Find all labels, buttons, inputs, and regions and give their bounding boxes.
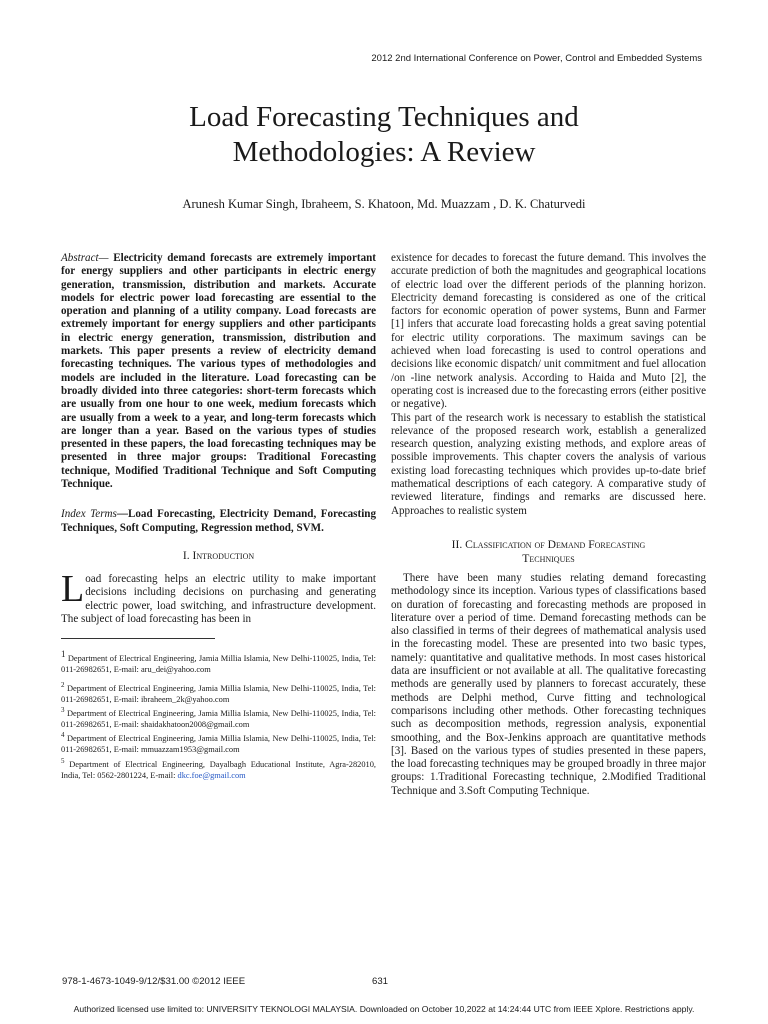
intro-paragraph [61,567,376,626]
footnote-rule [61,638,215,639]
footer-isbn: 978-1-4673-1049-9/12/$31.00 ©2012 IEEE [62,976,246,987]
abstract-label: Abstract— [61,252,109,264]
footnote-1 [61,649,376,675]
author-list: Arunesh Kumar Singh, Ibraheem, S. Khatoon, Md. Muazzam , D. K. Chaturvedi [182,197,586,211]
footnote-mark: 1 [61,649,66,660]
abstract-text: Electricity demand forecasts are extremely important for energy suppliers and other participants in electric energy generation, transmission, distribution and markets. Accurate models for electric power load forecasting are essential to the operation and planning of a utility company. Load forecasts are extremely important for energy suppliers and other participants in electric energy generation, transmission, distribution and markets. This paper presents a review of electricity demand forecasting techniques. The various types of methodologies and models are included in the literature. Load forecasting can be broadly divided into three categories: short-term forecasts which are usually from one hour to one week, medium forecasts which are usually from a week to a year, and long-term forecasts which are longer than a year. Based on the various types of studies presented in these papers, the load forecasting techniques may be presented in three major groups: Traditional Forecasting technique, Modified Traditional Technique and Soft Computing Technique. [61,252,376,491]
footnote-text: Department of Electrical Engineering, Jamia Millia Islamia, New Delhi-110025, India, Tel: 011-26982651, E-mail: shaidakhatoon2008@gmail.com [61,708,376,729]
footnote-mark: 4 [61,731,65,740]
index-terms [61,508,376,535]
left-column [61,252,376,781]
title-line-2: Methodologies: A Review [232,136,536,168]
right-column [391,252,706,798]
paper-title [0,100,768,170]
index-terms-text: —Load Forecasting, Electricity Demand, Forecasting Techniques, Soft Computing, Regression method, SVM. [61,508,376,534]
section-2-paragraph: There have been many studies relating demand forecasting methodology since its inception. Various types of classifications based on duration of forecasting and forecasting methods are proposed in literature over a period of time. Demand forecasting methods can be also classified in terms of their degrees of mathematical analysis used in the forecasting model. These are presented into two basic types, namely: quantitative and qualitative methods. In most cases historical data are insufficient or not available at all. The qualitative forecasting methods are generally used by planners to forecast accurately, these methods are Delphi method, Curve fitting and technological comparisons including other methods. Other forecasting techniques such as decomposition methods, regression analysis, exponential smoothing, and the Box-Jenkins approach are quantitative methods [3]. Based on the various types of studies presented in these papers, the load forecasting techniques may be grouped broadly in three major groups: 1.Traditional Forecasting technique, 2.Modified Traditional Technique and 3.Soft Computing Technique. [391,571,706,797]
intro-text: oad forecasting helps an electric utility to make important decisions including decisions on purchasing and generating electric power, load switching, and infrastructure development. The subject of load forecasting has been in [61,572,376,625]
footnote-5 [61,756,376,781]
intro-continued: existence for decades to forecast the future demand. This involves the accurate prediction of both the magnitudes and geographical locations of electric load over the different periods of the planning horizon. Electricity demand forecasting is considered as one of the critical factors for economic operation of power systems, Bunn and Farmer [1] infers that accurate load forecasting holds a great saving potential for electric utility corporations. The maximum savings can be achieved when load forecasting is used to control operations and decisions like economic dispatch/ unit commitment and fuel allocation /on -line network analysis. According to Haida and Muto [2], the operating cost is increased due to the forecasting errors (either positive or negative). [391,252,706,411]
footnote-mark: 3 [61,705,65,714]
footnote-text: Department of Electrical Engineering, Jamia Millia Islamia, New Delhi-110025, India, Tel: 011-26982651, E-mail: mmuazzam1953@gmail.com [61,734,376,755]
conference-header: 2012 2nd International Conference on Power, Control and Embedded Systems [371,53,702,64]
abstract [61,252,376,491]
section-2-heading-line-1: II. Classification of Demand Forecasting [451,537,646,551]
index-terms-label: Index Terms [61,508,117,521]
footnote-mark: 2 [61,680,65,689]
footnote-email-link[interactable]: dkc.foe@gmail.com [177,770,246,780]
intro-dropcap: L [61,567,85,610]
footnote-text: Department of Electrical Engineering, Jamia Millia Islamia, New Delhi-110025, India, Tel: 011-26982651, E-mail: ibraheem_2k@yahoo.com [61,683,376,704]
title-line-1: Load Forecasting Techniques and [189,101,579,133]
footnote-text: Department of Electrical Engineering, Jamia Millia Islamia, New Delhi-110025, India, Tel: 011-26982651, E-mail: aru_dei@yahoo.com [61,653,376,675]
intro-heading: I. Introduction [182,548,255,562]
footnote-4 [61,730,376,755]
page-number: 631 [372,976,389,987]
section-2-heading-line-2: Techniques [522,551,575,565]
footnote-mark: 5 [61,756,65,765]
footnote-3 [61,705,376,730]
license-notice: Authorized licensed use limited to: UNIVERSITY TEKNOLOGI MALAYSIA. Downloaded on October 10,2022 at 14:24:44 UTC from IEEE Xplore. Restrictions apply. [73,1004,695,1014]
footnote-2 [61,680,376,705]
intro-paragraph-2: This part of the research work is necessary to establish the statistical relevance of the proposed research work, establish a generalized research question, analyzing existing methods, and explore areas of possible improvements. This chapter covers the analysis of various existing load forecasting techniques which provides up-to-date brief mathematical descriptions of each category. A comparative study of reviewed literature, findings and remarks are discussed here. Approaches to realistic system [391,411,706,517]
footnote-text: Department of Electrical Engineering, Dayalbagh Educational Institute, Agra-282010, India, Tel: 0562-2801224, E-mail: [61,759,376,780]
section-2-heading [391,538,706,566]
